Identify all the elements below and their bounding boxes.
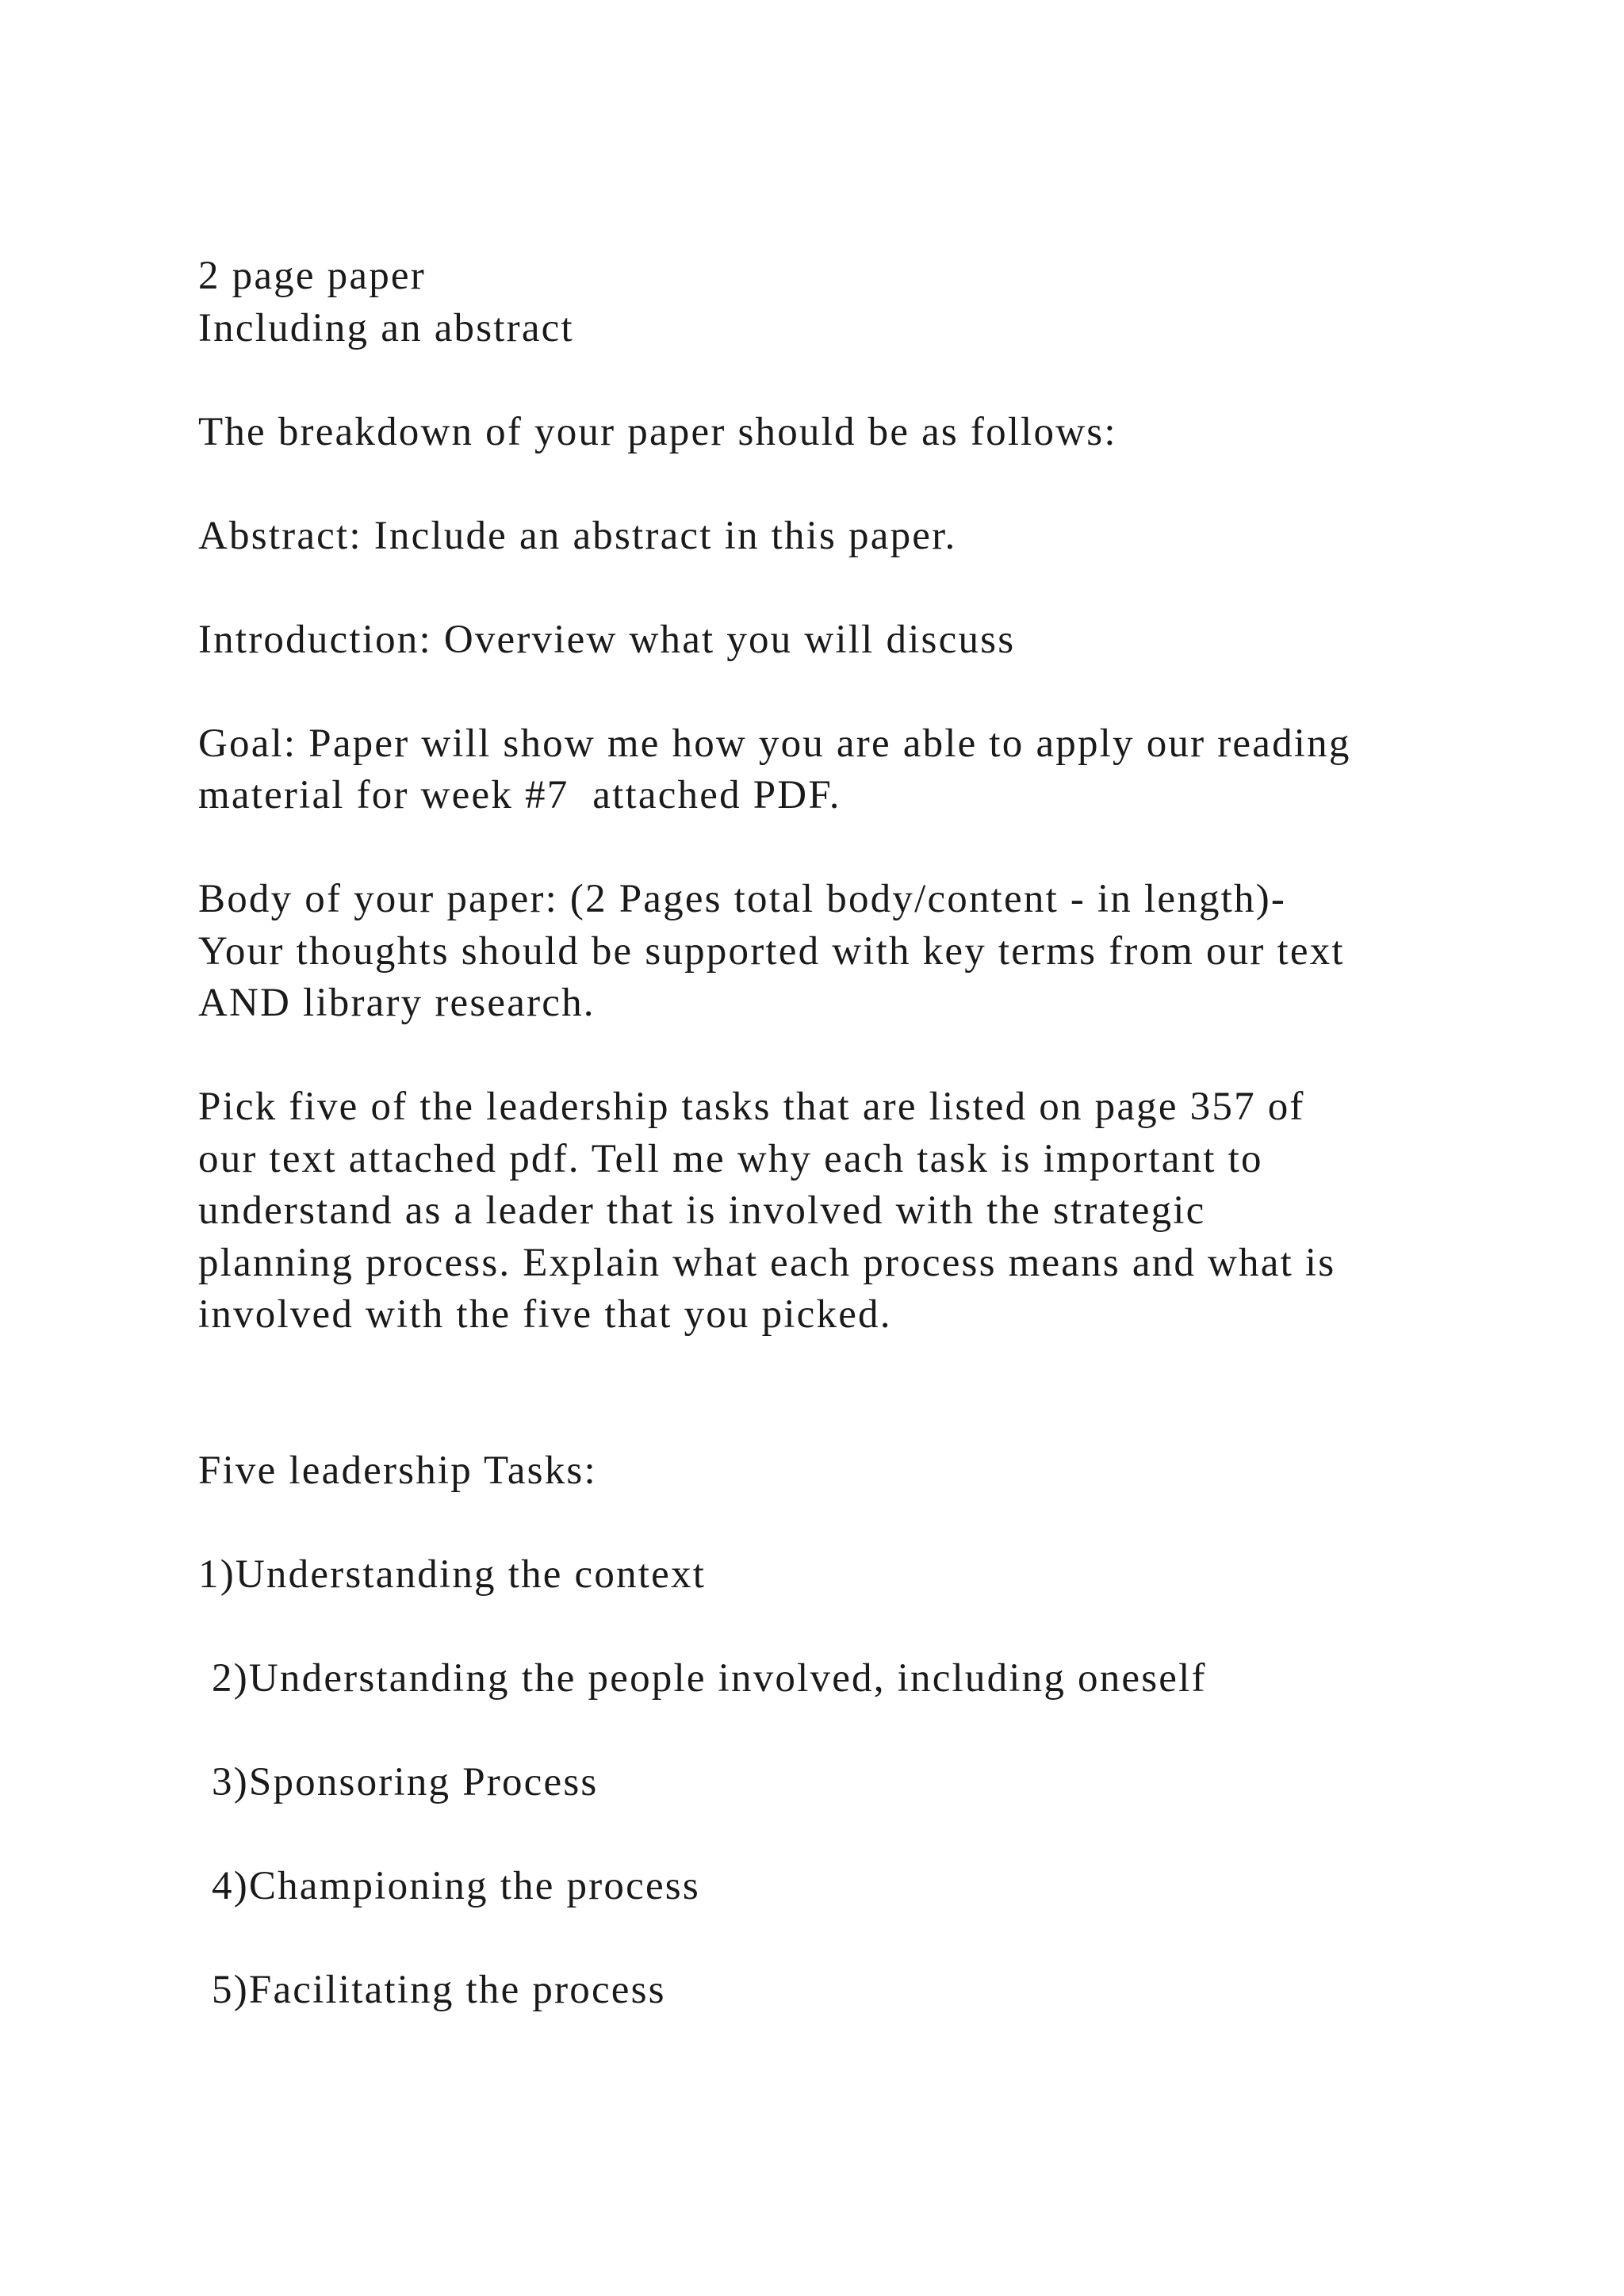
task-item: 1)Understanding the context xyxy=(198,1552,707,1597)
instructions-line: Pick five of the leadership tasks that are listed on page 357 of xyxy=(198,1085,1305,1129)
body-paragraph xyxy=(198,874,1530,1030)
body-line: Your thoughts should be supported with key terms from our text xyxy=(198,928,1345,974)
tasks-heading: Five leadership Tasks: xyxy=(198,1448,597,1493)
instructions-line: planning process. Explain what each process means and what is xyxy=(198,1240,1336,1285)
instructions-line: our text attached pdf. Tell me why each task is important to xyxy=(198,1136,1263,1181)
introduction-instruction: Introduction: Overview what you will discuss xyxy=(198,617,1016,662)
task-item: 5)Facilitating the process xyxy=(212,1967,666,2012)
body-line: Body of your paper: (2 Pages total body/content - in length)- xyxy=(198,877,1287,921)
breakdown-intro: The breakdown of your paper should be as follows: xyxy=(198,409,1117,454)
task-item: 3)Sponsoring Process xyxy=(212,1759,599,1804)
goal-line: material for week #7 attached PDF. xyxy=(198,773,841,817)
abstract-instruction: Abstract: Include an abstract in this paper. xyxy=(198,513,957,558)
goal-paragraph xyxy=(198,718,1530,822)
abstract-requirement-line: Including an abstract xyxy=(198,305,574,350)
tasks-list xyxy=(198,1549,1530,2017)
task-item: 4)Championing the process xyxy=(212,1863,700,1908)
body-line: AND library research. xyxy=(198,981,596,1025)
page-count-line: 2 page paper xyxy=(198,254,426,298)
header-block xyxy=(198,251,1530,354)
task-item: 2)Understanding the people involved, including oneself xyxy=(212,1655,1207,1701)
document-body xyxy=(198,251,1530,2016)
instructions-paragraph xyxy=(198,1081,1530,1341)
instructions-line: understand as a leader that is involved with the strategic xyxy=(198,1188,1206,1233)
goal-line: Goal: Paper will show me how you are able to apply our reading xyxy=(198,721,1351,766)
instructions-line: involved with the five that you picked. xyxy=(198,1292,892,1337)
